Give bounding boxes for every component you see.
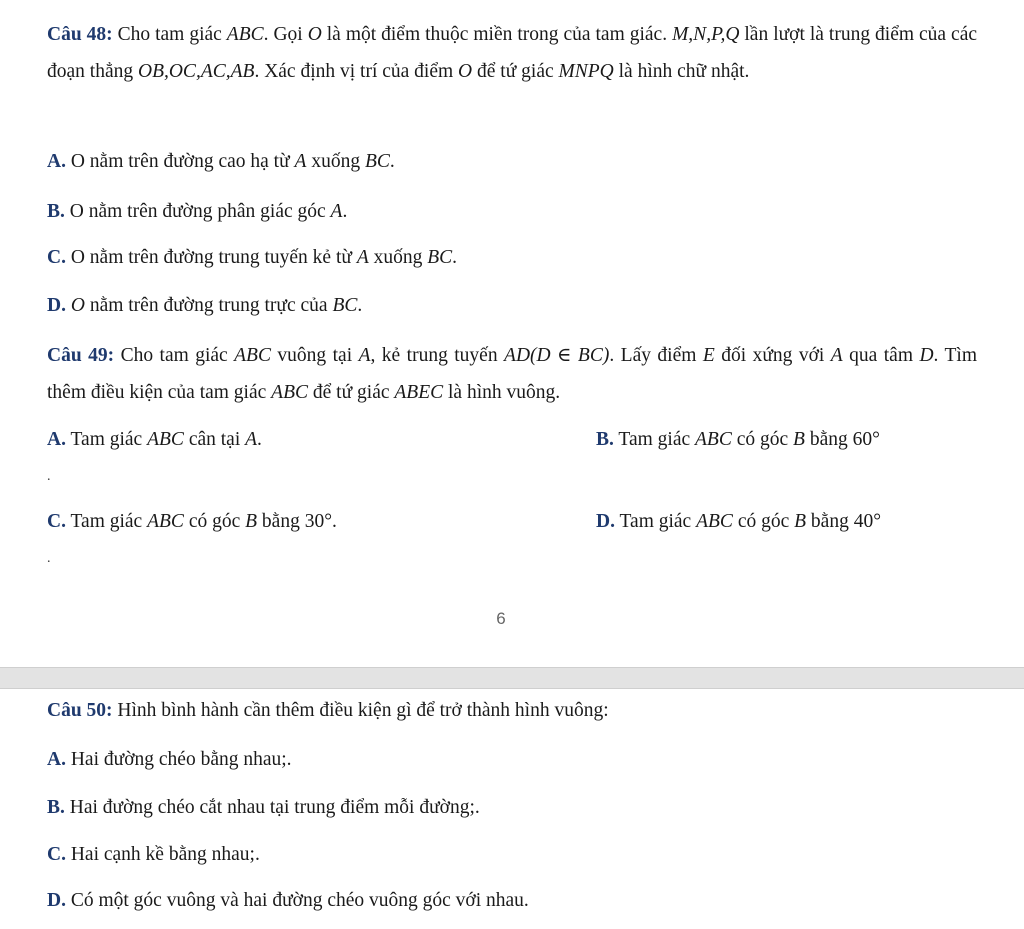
q49-option-b-label: B. [596,429,614,450]
q48-option-a-text3: . [389,151,395,172]
q49-stem-part3: , kẻ trung tuyến [370,345,505,366]
q48-option-c-text1: O nằm trên đường trung tuyến kẻ từ [65,247,357,268]
q49-option-b [596,428,880,452]
q49-abc: ABC [234,345,271,366]
q48-o: O [307,24,322,45]
q49-stem-part4: . Lấy điểm [609,345,703,366]
q50-option-d-label: D. [47,890,66,911]
q48-option-c-m2: BC [427,247,453,268]
q48-option-a-m2: BC [364,151,390,172]
q49-option-d-value: 40° [853,511,882,532]
q49-option-a-text3: . [257,429,262,450]
q49-d: D [919,345,934,366]
q49-option-d-m2: B [794,511,807,532]
q50-option-a [47,748,292,772]
q48-stem-part6: để tứ giác [472,61,559,82]
q48-stem-part2: . Gọi [263,24,308,45]
page-separator [0,667,1024,689]
q48-option-d-text2: . [357,295,363,316]
q49-option-c-m2: B [245,511,258,532]
q50-option-b-text: Hai đường chéo cắt nhau tại trung điểm mỗi đường;. [64,797,480,818]
q50-option-d [47,889,529,913]
q49-stem-part5: đối xứng với [714,345,831,366]
q49-option-b-m2: B [793,429,805,450]
q49-option-d-m1: ABC [696,511,733,532]
q49-option-a-m1: ABC [147,429,184,450]
question-50-label: Câu 50: [47,700,113,721]
q49-option-d-text3: bằng [806,511,854,532]
q48-abc: ABC [226,24,264,45]
q48-option-b-m1: A [330,201,343,222]
document-page-7 [0,689,1024,929]
q48-option-b-label: B. [47,201,65,222]
q50-option-b-label: B. [47,797,65,818]
q49-abc2: ABC [271,382,309,403]
q49-option-b-m1: ABC [695,429,732,450]
q49-ad: AD [504,345,531,366]
q49-option-a-label: A. [47,429,66,450]
q49-stem-part7: . Tìm thêm điều kiện của tam giác [47,345,977,403]
q48-stem-part5: . Xác định vị trí của điểm [254,61,459,82]
q48-option-c-label: C. [47,247,66,268]
q49-stem-part1: Cho tam giác [114,345,235,366]
question-49-label: Câu 49: [47,345,115,366]
q48-option-b-text1: O nằm trên đường phân giác góc [64,201,331,222]
q48-option-a-text2: xuống [306,151,365,172]
question-49-stem [47,337,977,411]
q48-mnpq: MNPQ [558,61,614,82]
q49-option-b-text3: bằng [804,429,853,450]
q49-e: E [702,345,715,366]
q48-option-a-m1: A [294,151,307,172]
q49-option-d-text2: có góc [732,511,795,532]
q49-stem-part8: để tứ giác [308,382,395,403]
q49-option-a-text2: cân tại [183,429,246,450]
page-number: 6 [496,609,506,628]
q48-stem-part3: là một điểm thuộc miền trong của tam giác. [321,24,673,45]
q49-option-d [596,510,881,534]
q49-ad-paren: (D ∈ BC) [530,345,610,366]
q49-option-b-text1: Tam giác [613,429,696,450]
question-48-stem [47,16,977,90]
q48-option-a [47,150,395,174]
q48-option-c-m1: A [356,247,369,268]
q48-stem-part7: là hình chữ nhật. [613,61,750,82]
q49-option-d-text1: Tam giác [614,511,697,532]
q48-o2: O [458,61,473,82]
q50-option-c-text: Hai cạnh kề bằng nhau;. [65,844,260,865]
q49-option-c-value: 30° [304,511,333,532]
q48-segments: OB,OC,AC,AB [137,61,255,82]
q50-option-a-text: Hai đường chéo bằng nhau;. [65,749,292,770]
q49-option-c [47,510,337,534]
q50-option-b [47,796,480,820]
q50-option-d-text: Có một góc vuông và hai đường chéo vuông góc với nhau. [65,890,529,911]
q49-option-c-text1: Tam giác [65,511,148,532]
q48-option-a-text1: O nằm trên đường cao hạ từ [65,151,295,172]
q49-option-c-label: C. [47,511,66,532]
q49-stray-dot-2: . [47,551,51,566]
q48-option-b-text2: . [342,201,348,222]
q48-option-b [47,200,347,224]
q49-option-c-text4: . [332,511,337,532]
question-48-label: Câu 48: [47,24,113,45]
q49-option-c-m1: ABC [147,511,184,532]
q50-option-a-label: A. [47,749,66,770]
question-50-stem [47,699,609,723]
q49-option-c-text3: bằng [257,511,305,532]
q48-option-d-m1: BC [332,295,358,316]
q49-stray-dot: . [47,469,51,484]
q49-stem-part2: vuông tại [270,345,359,366]
q48-stem-part4: lần lượt là trung điểm của các đoạn thẳng [47,24,978,82]
q49-option-b-value: 60° [852,429,880,450]
q49-option-d-label: D. [596,511,615,532]
q50-option-c-label: C. [47,844,66,865]
q50-stem-text: Hình bình hành cần thêm điều kiện gì để trở thành hình vuông: [112,700,609,721]
q48-option-d [47,294,362,318]
q49-option-a [47,428,262,452]
q48-option-c-text3: . [452,247,458,268]
q49-option-b-text2: có góc [731,429,794,450]
q48-option-c-text2: xuống [368,247,428,268]
q48-option-d-label: D. [47,295,66,316]
q49-option-c-text2: có góc [183,511,246,532]
q48-stem-part1: Cho tam giác [112,24,227,45]
q48-option-d-text1: nằm trên đường trung trực của [84,295,333,316]
q49-option-a-text1: Tam giác [65,429,148,450]
q48-option-d-m0: O [70,295,85,316]
q49-stem-part9: là hình vuông. [443,382,561,403]
q49-abec: ABEC [394,382,444,403]
q48-option-c [47,246,457,270]
q50-option-c [47,843,260,867]
q48-mnpq-list: M,N,P,Q [672,24,740,45]
q49-stem-part6: qua tâm [842,345,920,366]
q49-a: A [358,345,371,366]
q49-option-a-m2: A [245,429,258,450]
q49-a2: A [830,345,843,366]
q48-option-a-label: A. [47,151,66,172]
